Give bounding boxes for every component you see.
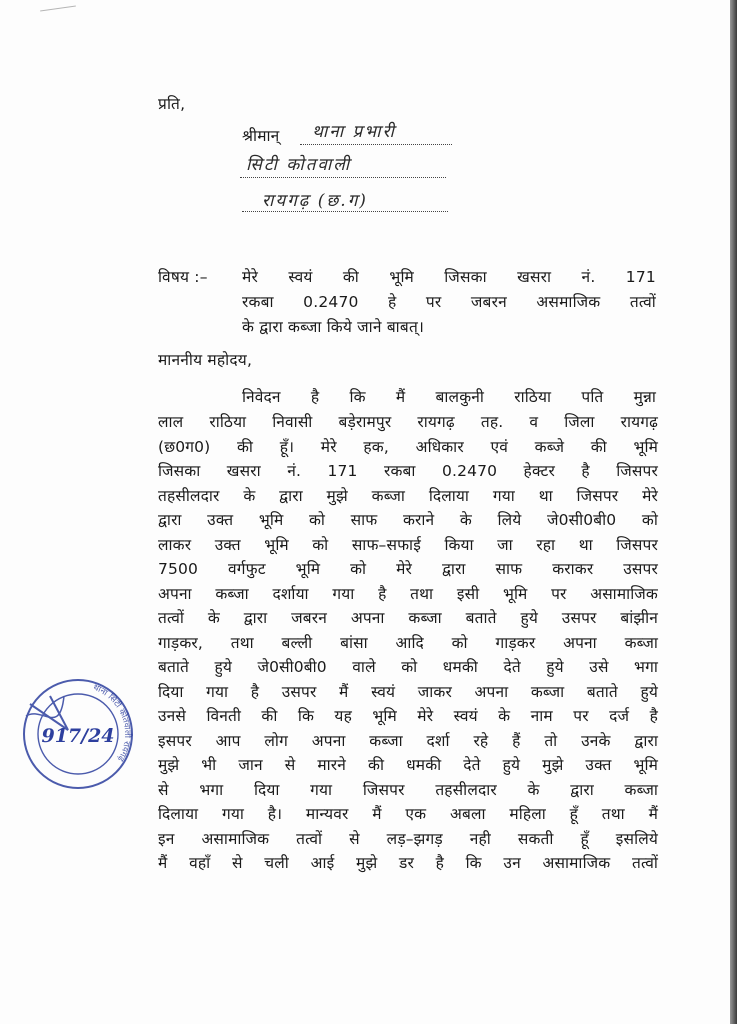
body-line: (छ0ग0) की हूँ। मेरे हक, अधिकार एवं कब्जे की भूमि xyxy=(158,438,658,456)
body-line: इसपर आप लोग अपना कब्जा दर्शा रहे हैं तो उनके द्वारा xyxy=(158,732,658,750)
stamp-number: 917/24 xyxy=(41,725,115,747)
body-line: दिलाया गया है। मान्यवर मैं एक अबला महिला हूँ तथा मैं xyxy=(158,805,658,823)
paper-mark xyxy=(40,5,76,11)
dotted-line-2 xyxy=(240,177,446,178)
body-line: दिया गया है उसपर मैं स्वयं जाकर अपना कब्जा बताते हुये xyxy=(158,683,658,701)
body-line: इन असामाजिक तत्वों से लड़–झगड़ नही सकती हूँ इसलिये xyxy=(158,830,658,848)
body-line: जिसका खसरा नं. 171 रकबा 0.2470 हेक्टर है जिसपर xyxy=(158,462,658,480)
subject-line-3: के द्वारा कब्जा किये जाने बाबत्। xyxy=(242,318,425,336)
subject-line-2: रकबा 0.2470 हे पर जबरन असमाजिक तत्वों xyxy=(242,293,656,311)
body-line: लाल राठिया निवासी बड़ेरामपुर रायगढ़ तह. व जिला रायगढ़ xyxy=(158,413,658,431)
svg-text:थाना सिटी कोतवाली रायगढ़ xyxy=(91,683,133,763)
subject-label: विषय :– xyxy=(158,268,208,286)
body-line: द्वारा उक्त भूमि को साफ कराने के लिये जे0सी0बी0 को xyxy=(158,511,658,529)
greeting: माननीय महोदय, xyxy=(158,351,253,369)
addressee-line-2: सिटी कोतवाली xyxy=(246,155,352,175)
salutation-to: प्रति, xyxy=(158,95,186,113)
body-line: 7500 वर्गफुट भूमि को मेरे द्वारा साफ कराकर उसपर xyxy=(158,560,658,578)
body-line: निवेदन है कि मैं बालकुनी राठिया पति मुन्ना xyxy=(242,388,656,406)
body-line: तहसीलदार के द्वारा मुझे कब्जा दिलाया गया था जिसपर मेरे xyxy=(158,487,658,505)
body-line: मुझे भी जान से मारने की धमकी देते हुये मुझे उक्त भूमि xyxy=(158,756,658,774)
body-line: से भगा दिया गया जिसपर तहसीलदार के द्वारा कब्जा xyxy=(158,781,658,799)
stamp-ring-text: थाना सिटी कोतवाली रायगढ़ xyxy=(91,682,133,763)
dotted-line-3 xyxy=(242,211,448,212)
police-stamp xyxy=(20,676,136,792)
subject-line-1: मेरे स्वयं की भूमि जिसका खसरा नं. 171 xyxy=(242,268,656,286)
body-line: उनसे विनती की कि यह भूमि मेरे स्वयं के नाम पर दर्ज है xyxy=(158,707,658,725)
body-line: बताते हुये जे0सी0बी0 वाले को धमकी देते हुये उसे भगा xyxy=(158,658,658,676)
body-line: मैं वहाँ से चली आई मुझे डर है कि उन असामाजिक तत्वों xyxy=(158,854,658,872)
addressee-line-3: रायगढ़ (छ.ग) xyxy=(262,191,368,211)
body-line: तत्वों के द्वारा जबरन अपना कब्जा बताते हुये उसपर बांझीन xyxy=(158,609,658,627)
addressee-line-1: थाना प्रभारी xyxy=(312,122,396,142)
body-line: अपना कब्जा दर्शाया गया है तथा इसी भूमि पर असामाजिक xyxy=(158,585,658,603)
body-line: गाड़कर, तथा बल्ली बांसा आदि को गाड़कर अपना कब्जा xyxy=(158,634,658,652)
addressee-prefix: श्रीमान् xyxy=(242,127,280,145)
dotted-line-1 xyxy=(300,144,452,145)
scan-edge xyxy=(730,0,737,1024)
body-line: लाकर उक्त भूमि को साफ–सफाई किया जा रहा था जिसपर xyxy=(158,536,658,554)
